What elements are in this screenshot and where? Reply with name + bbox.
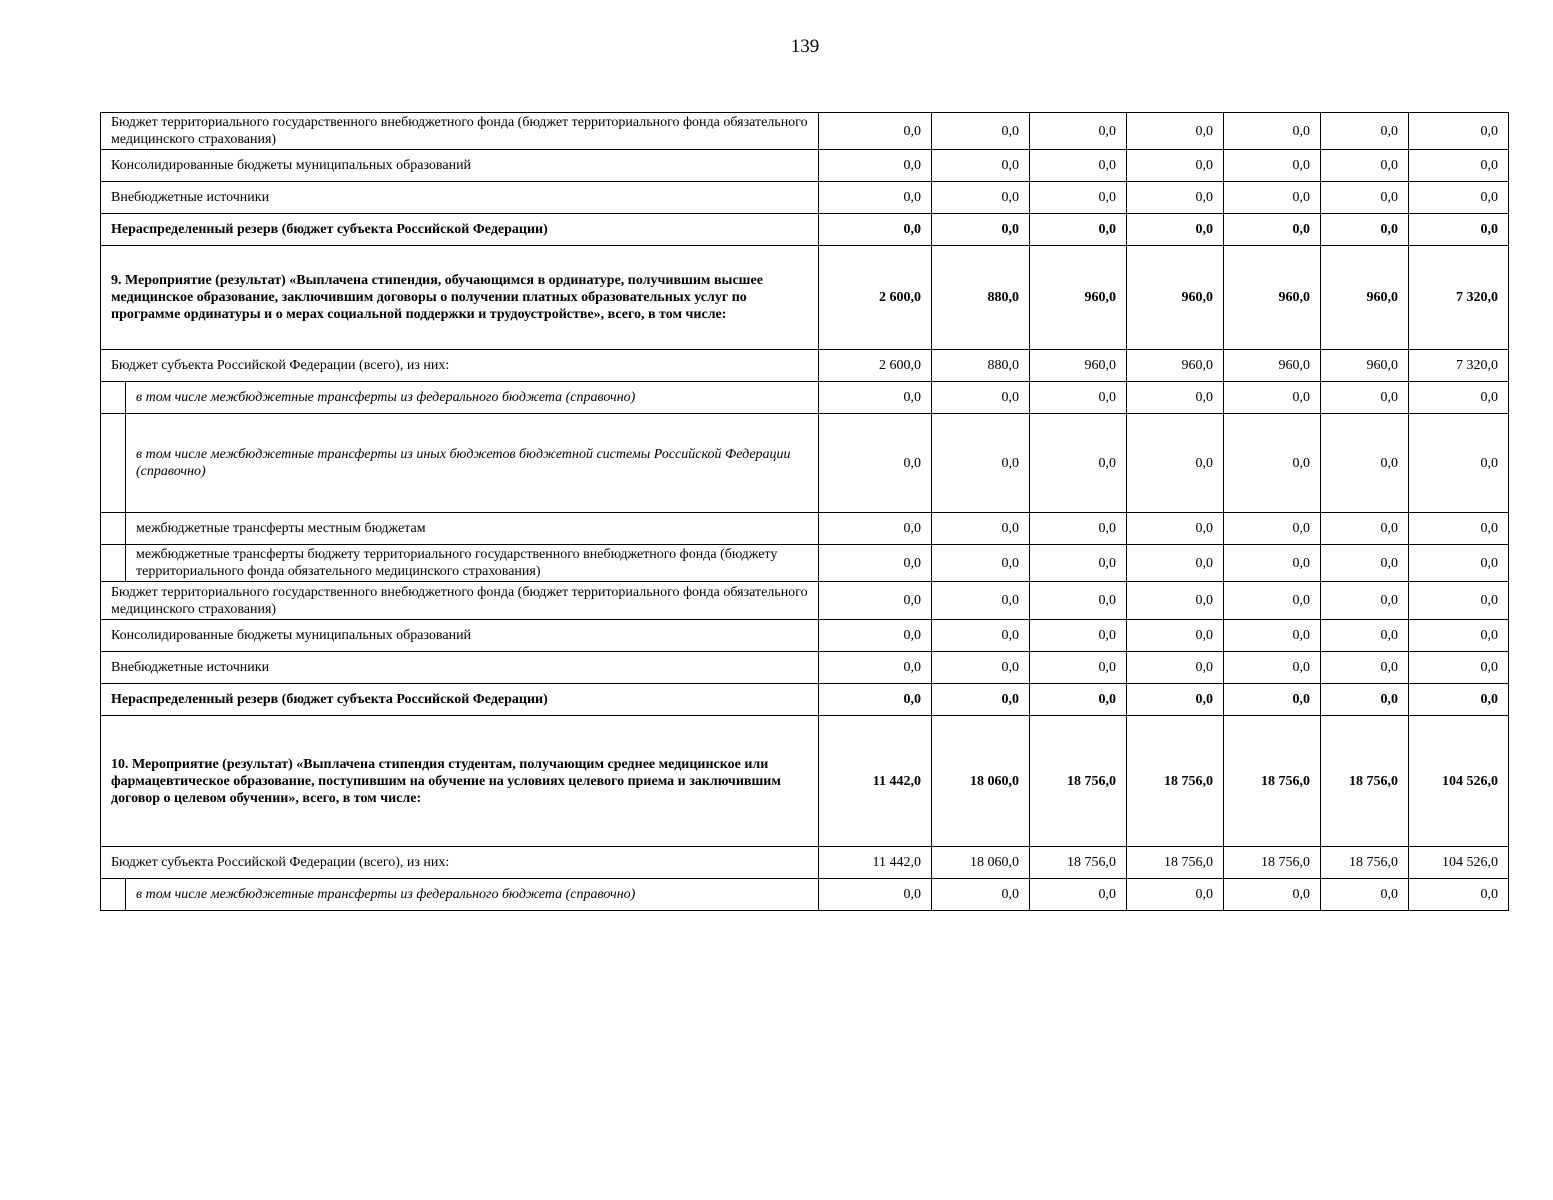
indent-cell [101, 414, 126, 513]
value-cell: 11 442,0 [819, 847, 932, 879]
value-cell: 0,0 [1409, 684, 1509, 716]
value-cell: 0,0 [819, 113, 932, 150]
value-cell: 0,0 [1321, 582, 1409, 620]
row-label: Бюджет субъекта Российской Федерации (всего), из них: [101, 350, 819, 382]
row-label: Консолидированные бюджеты муниципальных образований [101, 620, 819, 652]
value-cell: 0,0 [1321, 214, 1409, 246]
value-cell: 0,0 [1224, 113, 1321, 150]
value-cell: 0,0 [932, 214, 1030, 246]
value-cell: 0,0 [1224, 879, 1321, 911]
row-label: Внебюджетные источники [101, 182, 819, 214]
value-cell: 960,0 [1127, 246, 1224, 350]
value-cell: 0,0 [1030, 214, 1127, 246]
value-cell: 960,0 [1224, 246, 1321, 350]
row-label: Бюджет территориального государственного внебюджетного фонда (бюджет территориального фонда обязательного медицинского страхования) [101, 113, 819, 150]
value-cell: 960,0 [1321, 246, 1409, 350]
value-cell: 960,0 [1127, 350, 1224, 382]
value-cell: 0,0 [819, 582, 932, 620]
value-cell: 18 060,0 [932, 716, 1030, 847]
value-cell: 2 600,0 [819, 350, 932, 382]
row-label: 9. Мероприятие (результат) «Выплачена стипендия, обучающимся в ординатуре, получившим высшее медицинское образование, заключившим договоры о получении платных образовательных услуг по программе ординатуры и о мерах социальной поддержки и трудоустройстве», всего, в том числе: [101, 246, 819, 350]
value-cell: 0,0 [1224, 684, 1321, 716]
table-row [101, 350, 1509, 382]
value-cell: 0,0 [1127, 214, 1224, 246]
value-cell: 0,0 [1409, 582, 1509, 620]
row-label: Бюджет субъекта Российской Федерации (всего), из них: [101, 847, 819, 879]
value-cell: 0,0 [1409, 620, 1509, 652]
value-cell: 18 756,0 [1030, 716, 1127, 847]
value-cell: 0,0 [1409, 113, 1509, 150]
table-row [101, 620, 1509, 652]
value-cell: 0,0 [1321, 620, 1409, 652]
value-cell: 0,0 [1409, 652, 1509, 684]
table-row [101, 582, 1509, 620]
value-cell: 0,0 [819, 150, 932, 182]
value-cell: 104 526,0 [1409, 847, 1509, 879]
row-label: Внебюджетные источники [101, 652, 819, 684]
value-cell: 0,0 [932, 879, 1030, 911]
value-cell: 0,0 [932, 113, 1030, 150]
value-cell: 0,0 [1321, 414, 1409, 513]
table-row [101, 545, 1509, 582]
value-cell: 0,0 [932, 414, 1030, 513]
value-cell: 0,0 [1224, 582, 1321, 620]
value-cell: 0,0 [1127, 620, 1224, 652]
value-cell: 960,0 [1321, 350, 1409, 382]
value-cell: 0,0 [1321, 879, 1409, 911]
value-cell: 0,0 [1030, 182, 1127, 214]
value-cell: 0,0 [1127, 513, 1224, 545]
table-row [101, 414, 1509, 513]
value-cell: 0,0 [1030, 414, 1127, 513]
row-label: Бюджет территориального государственного внебюджетного фонда (бюджет территориального фонда обязательного медицинского страхования) [101, 582, 819, 620]
value-cell: 0,0 [1321, 545, 1409, 582]
indent-cell [101, 382, 126, 414]
value-cell: 0,0 [1127, 582, 1224, 620]
value-cell: 0,0 [1224, 182, 1321, 214]
value-cell: 7 320,0 [1409, 246, 1509, 350]
value-cell: 0,0 [1030, 582, 1127, 620]
value-cell: 0,0 [1409, 545, 1509, 582]
value-cell: 104 526,0 [1409, 716, 1509, 847]
value-cell: 0,0 [1224, 382, 1321, 414]
value-cell: 0,0 [819, 545, 932, 582]
value-cell: 18 756,0 [1030, 847, 1127, 879]
value-cell: 0,0 [1321, 382, 1409, 414]
table-row [101, 652, 1509, 684]
row-label: Нераспределенный резерв (бюджет субъекта Российской Федерации) [101, 684, 819, 716]
value-cell: 0,0 [1030, 620, 1127, 652]
table-row [101, 879, 1509, 911]
row-label: межбюджетные трансферты бюджету территориального государственного внебюджетного фонда (бюджету территориального фонда обязательного медицинского страхования) [126, 545, 819, 582]
value-cell: 18 756,0 [1224, 847, 1321, 879]
value-cell: 0,0 [932, 513, 1030, 545]
table-row [101, 382, 1509, 414]
value-cell: 0,0 [1224, 620, 1321, 652]
row-label: в том числе межбюджетные трансферты из иных бюджетов бюджетной системы Российской Федерации (справочно) [126, 414, 819, 513]
value-cell: 0,0 [1224, 214, 1321, 246]
value-cell: 960,0 [1224, 350, 1321, 382]
value-cell: 0,0 [1224, 545, 1321, 582]
value-cell: 880,0 [932, 246, 1030, 350]
row-label: Нераспределенный резерв (бюджет субъекта Российской Федерации) [101, 214, 819, 246]
value-cell: 0,0 [932, 652, 1030, 684]
value-cell: 0,0 [1030, 113, 1127, 150]
value-cell: 18 756,0 [1321, 847, 1409, 879]
table-row [101, 246, 1509, 350]
indent-cell [101, 545, 126, 582]
value-cell: 7 320,0 [1409, 350, 1509, 382]
value-cell: 0,0 [1224, 652, 1321, 684]
row-label: межбюджетные трансферты местным бюджетам [126, 513, 819, 545]
value-cell: 0,0 [1030, 150, 1127, 182]
table-row [101, 847, 1509, 879]
value-cell: 0,0 [819, 684, 932, 716]
value-cell: 0,0 [1127, 879, 1224, 911]
value-cell: 0,0 [932, 620, 1030, 652]
value-cell: 0,0 [819, 414, 932, 513]
value-cell: 0,0 [1127, 382, 1224, 414]
value-cell: 0,0 [1030, 652, 1127, 684]
value-cell: 0,0 [932, 545, 1030, 582]
table-row [101, 113, 1509, 150]
value-cell: 18 756,0 [1224, 716, 1321, 847]
value-cell: 18 756,0 [1321, 716, 1409, 847]
value-cell: 0,0 [1030, 879, 1127, 911]
value-cell: 11 442,0 [819, 716, 932, 847]
value-cell: 0,0 [1127, 414, 1224, 513]
value-cell: 0,0 [1409, 414, 1509, 513]
row-label: в том числе межбюджетные трансферты из федерального бюджета (справочно) [126, 879, 819, 911]
value-cell: 960,0 [1030, 246, 1127, 350]
value-cell: 0,0 [1030, 545, 1127, 582]
value-cell: 0,0 [819, 513, 932, 545]
indent-cell [101, 879, 126, 911]
value-cell: 0,0 [819, 214, 932, 246]
indent-cell [101, 513, 126, 545]
table-row [101, 513, 1509, 545]
value-cell: 0,0 [1127, 684, 1224, 716]
value-cell: 0,0 [1030, 684, 1127, 716]
row-label: Консолидированные бюджеты муниципальных образований [101, 150, 819, 182]
value-cell: 18 756,0 [1127, 716, 1224, 847]
value-cell: 0,0 [819, 652, 932, 684]
value-cell: 0,0 [819, 382, 932, 414]
value-cell: 0,0 [1127, 150, 1224, 182]
table-row [101, 150, 1509, 182]
table-row [101, 182, 1509, 214]
value-cell: 0,0 [1321, 150, 1409, 182]
row-label: в том числе межбюджетные трансферты из федерального бюджета (справочно) [126, 382, 819, 414]
value-cell: 0,0 [819, 182, 932, 214]
value-cell: 0,0 [1409, 382, 1509, 414]
value-cell: 0,0 [1321, 513, 1409, 545]
table-row [101, 684, 1509, 716]
value-cell: 0,0 [932, 382, 1030, 414]
value-cell: 0,0 [932, 582, 1030, 620]
value-cell: 0,0 [932, 150, 1030, 182]
table-row [101, 716, 1509, 847]
value-cell: 0,0 [1409, 182, 1509, 214]
value-cell: 960,0 [1030, 350, 1127, 382]
value-cell: 0,0 [1409, 150, 1509, 182]
value-cell: 2 600,0 [819, 246, 932, 350]
value-cell: 0,0 [1127, 652, 1224, 684]
value-cell: 0,0 [1409, 513, 1509, 545]
value-cell: 18 060,0 [932, 847, 1030, 879]
value-cell: 18 756,0 [1127, 847, 1224, 879]
value-cell: 0,0 [1321, 652, 1409, 684]
value-cell: 0,0 [1321, 684, 1409, 716]
table-row [101, 214, 1509, 246]
value-cell: 0,0 [1127, 545, 1224, 582]
value-cell: 0,0 [932, 182, 1030, 214]
value-cell: 0,0 [932, 684, 1030, 716]
value-cell: 0,0 [1030, 513, 1127, 545]
value-cell: 0,0 [1224, 513, 1321, 545]
value-cell: 0,0 [1030, 382, 1127, 414]
table-body [101, 113, 1509, 911]
value-cell: 0,0 [1409, 879, 1509, 911]
value-cell: 0,0 [1321, 113, 1409, 150]
value-cell: 0,0 [1127, 113, 1224, 150]
value-cell: 0,0 [1409, 214, 1509, 246]
value-cell: 0,0 [1224, 150, 1321, 182]
value-cell: 0,0 [1127, 182, 1224, 214]
row-label: 10. Мероприятие (результат) «Выплачена стипендия студентам, получающим среднее медицинское или фармацевтическое образование, поступившим на обучение на условиях целевого приема и заключившим договор о целевом обучении», всего, в том числе: [101, 716, 819, 847]
budget-table [100, 112, 1509, 911]
value-cell: 0,0 [1224, 414, 1321, 513]
value-cell: 0,0 [819, 620, 932, 652]
page-number: 139 [790, 36, 820, 57]
value-cell: 0,0 [819, 879, 932, 911]
value-cell: 0,0 [1321, 182, 1409, 214]
value-cell: 880,0 [932, 350, 1030, 382]
